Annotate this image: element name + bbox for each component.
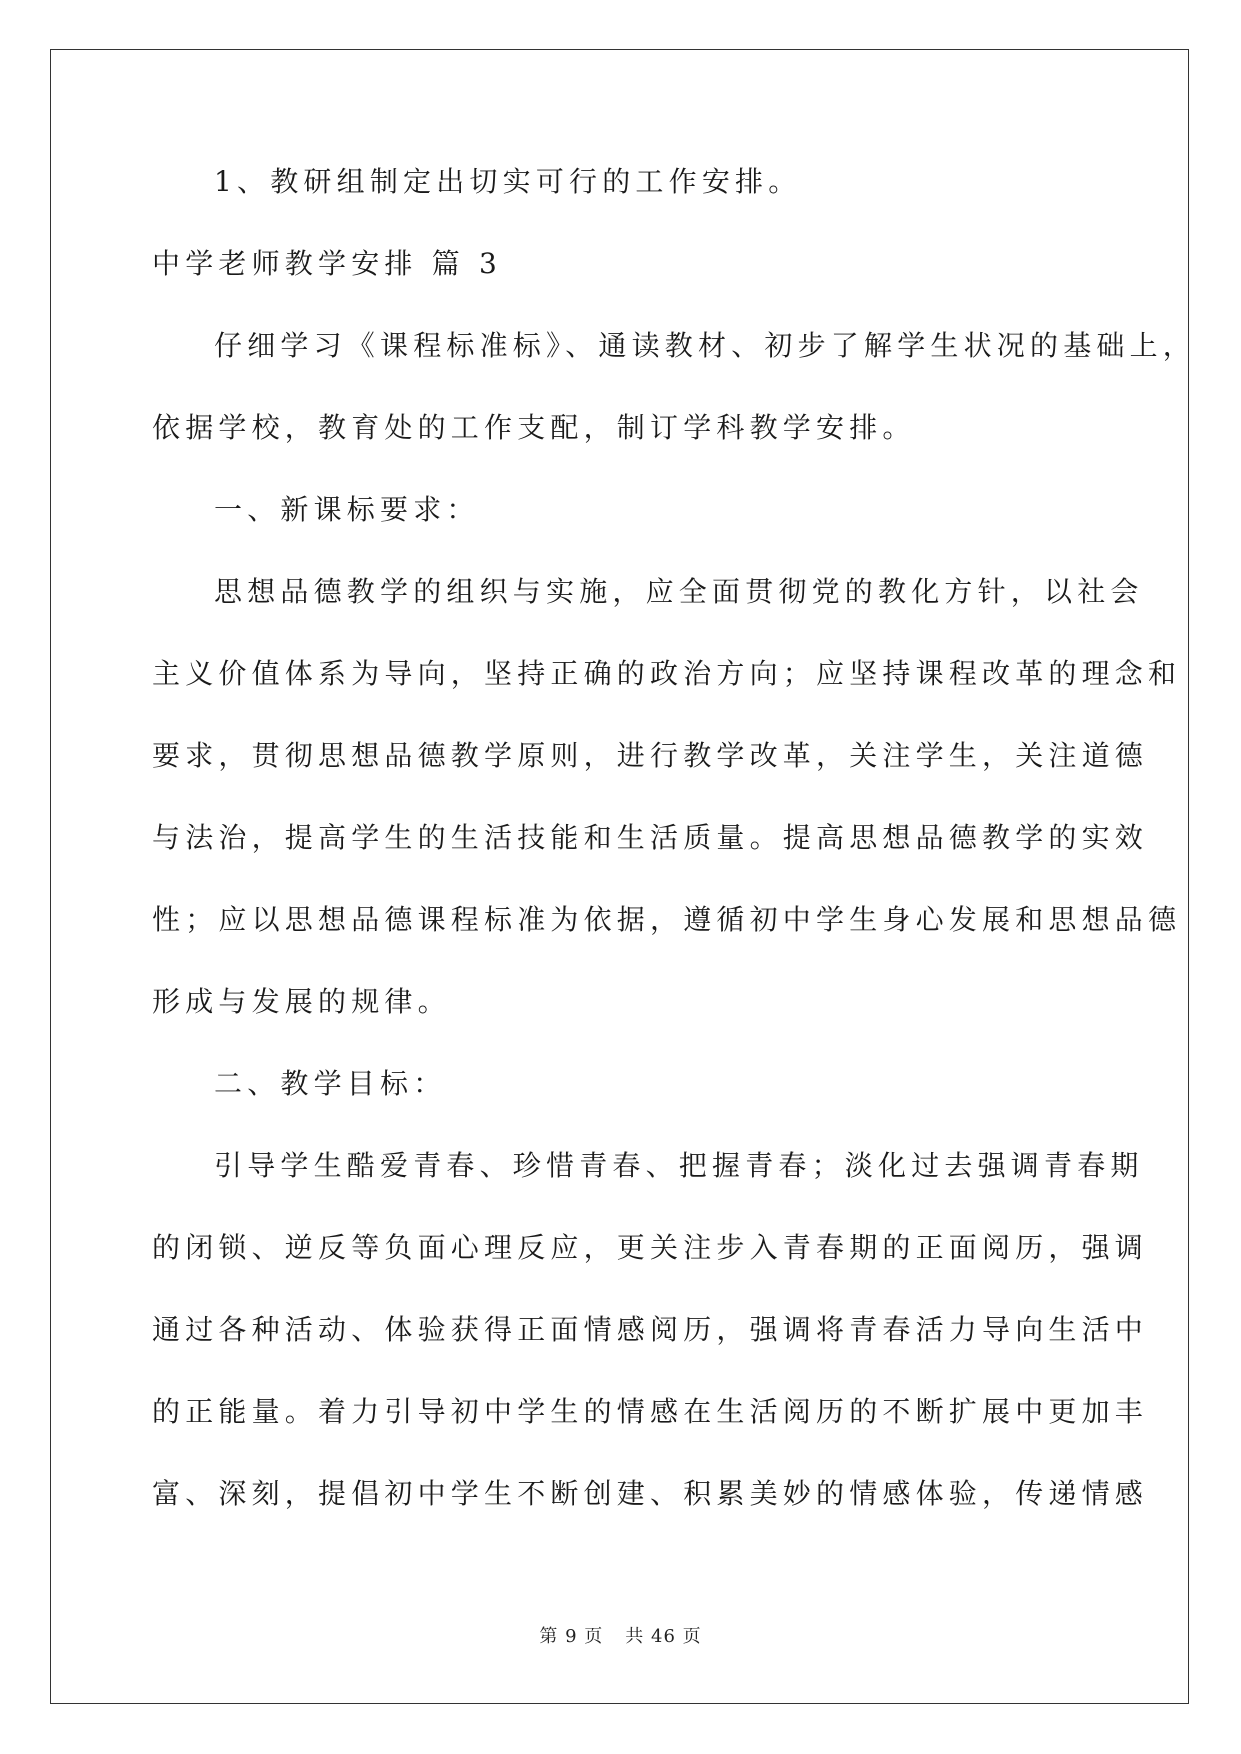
page-footer [0, 1622, 1241, 1648]
paragraph-line: 主义价值体系为导向，坚持正确的政治方向；应坚持课程改革的理念和 [152, 657, 1182, 690]
page-total: 共 46 页 [625, 1626, 702, 1647]
paragraph-line: 与法治，提高学生的生活技能和生活质量。提高思想品德教学的实效 [152, 821, 1149, 854]
paragraph-line: 思想品德教学的组织与实施，应全面贯彻党的教化方针，以社会 [214, 575, 1144, 608]
paragraph-line: 通过各种活动、体验获得正面情感阅历，强调将青春活力导向生活中 [152, 1313, 1149, 1346]
page-number: 第 9 页 [539, 1626, 604, 1647]
paragraph-line: 的正能量。着力引导初中学生的情感在生活阅历的不断扩展中更加丰 [152, 1395, 1149, 1428]
paragraph-line: 富、深刻，提倡初中学生不断创建、积累美妙的情感体验，传递情感 [152, 1477, 1149, 1510]
paragraph-line: 仔细学习《课程标准标》、通读教材、初步了解学生状况的基础上， [214, 329, 1197, 362]
paragraph-line: 1、教研组制定出切实可行的工作安排。 [214, 165, 802, 198]
paragraph-line: 性；应以思想品德课程标准为依据，遵循初中学生身心发展和思想品德 [152, 903, 1182, 936]
paragraph-line: 的闭锁、逆反等负面心理反应，更关注步入青春期的正面阅历，强调 [152, 1231, 1149, 1264]
paragraph-line: 依据学校，教育处的工作支配，制订学科教学安排。 [152, 411, 916, 444]
paragraph-line: 引导学生酷爱青春、珍惜青春、把握青春；淡化过去强调青春期 [214, 1149, 1144, 1182]
subheading-teaching-goals: 二、教学目标： [214, 1067, 447, 1100]
document-body [152, 165, 1197, 1559]
subheading-new-curriculum: 一、新课标要求： [214, 493, 480, 526]
paragraph-line: 形成与发展的规律。 [152, 985, 451, 1018]
paragraph-line: 要求，贯彻思想品德教学原则，进行教学改革，关注学生，关注道德 [152, 739, 1149, 772]
section-heading: 中学老师教学安排 篇 3 [152, 247, 503, 280]
